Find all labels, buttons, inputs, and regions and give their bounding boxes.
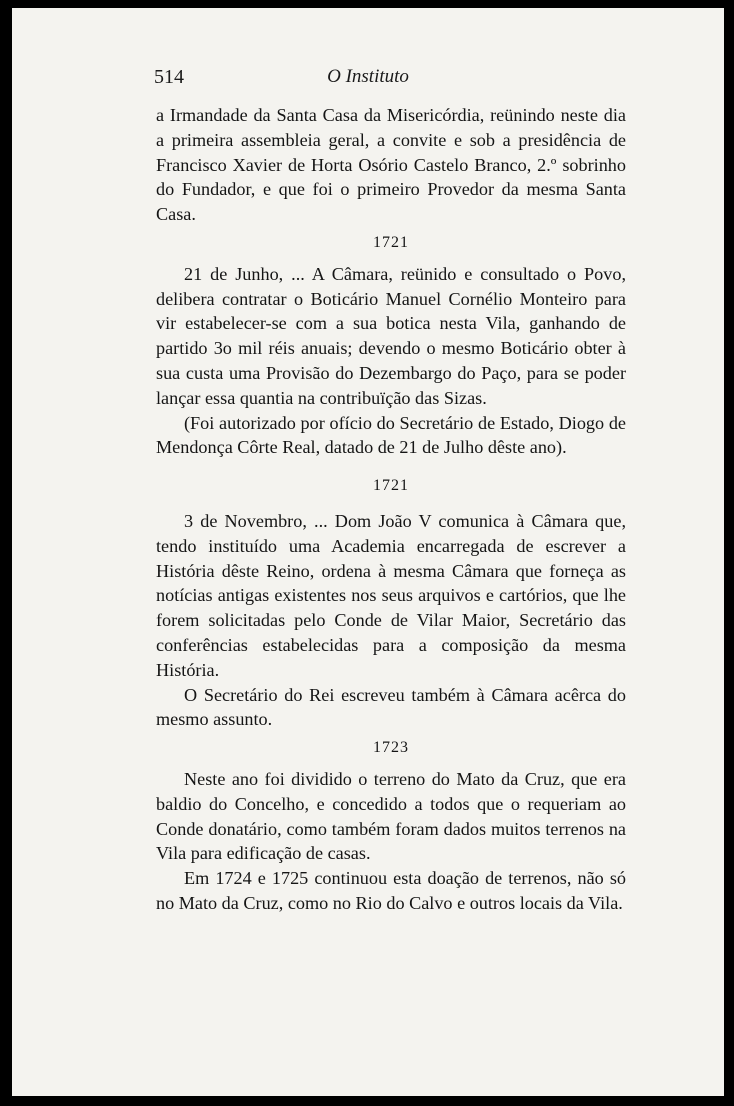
page-body xyxy=(156,103,626,916)
year-heading-3: 1723 xyxy=(373,739,409,757)
book-page xyxy=(12,8,724,1096)
paragraph-7: Em 1724 e 1725 continuou esta doação de terrenos, não só no Mato da Cruz, como no Rio do Calvo e outros locais da Vila. xyxy=(156,868,626,913)
running-title: O Instituto xyxy=(327,66,409,87)
paragraph-2: 21 de Junho, ... A Câmara, reünido e consultado o Povo, delibera contratar o Boticário Manuel Cornélio Monteiro para vir estabelecer-se com a sua botica nesta Vila, ganhando de partido 3o mil réis anuais; devendo o mesmo Boticário obter à sua custa uma Provisão do Dezembargo do Paço, para se poder lançar essa quantia na contribuïção das Sizas. xyxy=(156,263,626,408)
paragraph-6: Neste ano foi dividido o terreno do Mato da Cruz, que era baldio do Concelho, e concedido a todos que o requeriam ao Conde donatário, como também foram dados muitos terrenos na Vila para edificação de casas. xyxy=(156,768,626,864)
year-heading-2: 1721 xyxy=(373,477,409,495)
paragraph-3: (Foi autorizado por ofício do Secretário de Estado, Diogo de Mendonça Côrte Real, datado de 21 de Julho dêste ano). xyxy=(156,412,626,458)
page-number: 514 xyxy=(154,66,184,88)
page-header xyxy=(12,66,724,96)
paragraph-1: a Irmandade da Santa Casa da Misericórdia, reünindo neste dia a primeira assembleia geral, a convite e sob a presidência de Francisco Xavier de Horta Osório Castelo Branco, 2.º sobrinho do Fundador, e que foi o primeiro Provedor da mesma Santa Casa. xyxy=(156,105,626,225)
paragraph-5: O Secretário do Rei escreveu também à Câmara acêrca do mesmo assunto. xyxy=(156,684,626,730)
paragraph-4: 3 de Novembro, ... Dom João V comunica à Câmara que, tendo instituído uma Academia encarregada de escrever a História dêste Reino, ordena à mesma Câmara que forneça as notícias antigas existentes nos seus arquivos e cartórios, que lhe forem solicitadas pelo Conde de Vilar Maior, Secretário das conferências estabelecidas para a composição da mesma História. xyxy=(156,510,626,680)
year-heading-1: 1721 xyxy=(373,233,409,251)
